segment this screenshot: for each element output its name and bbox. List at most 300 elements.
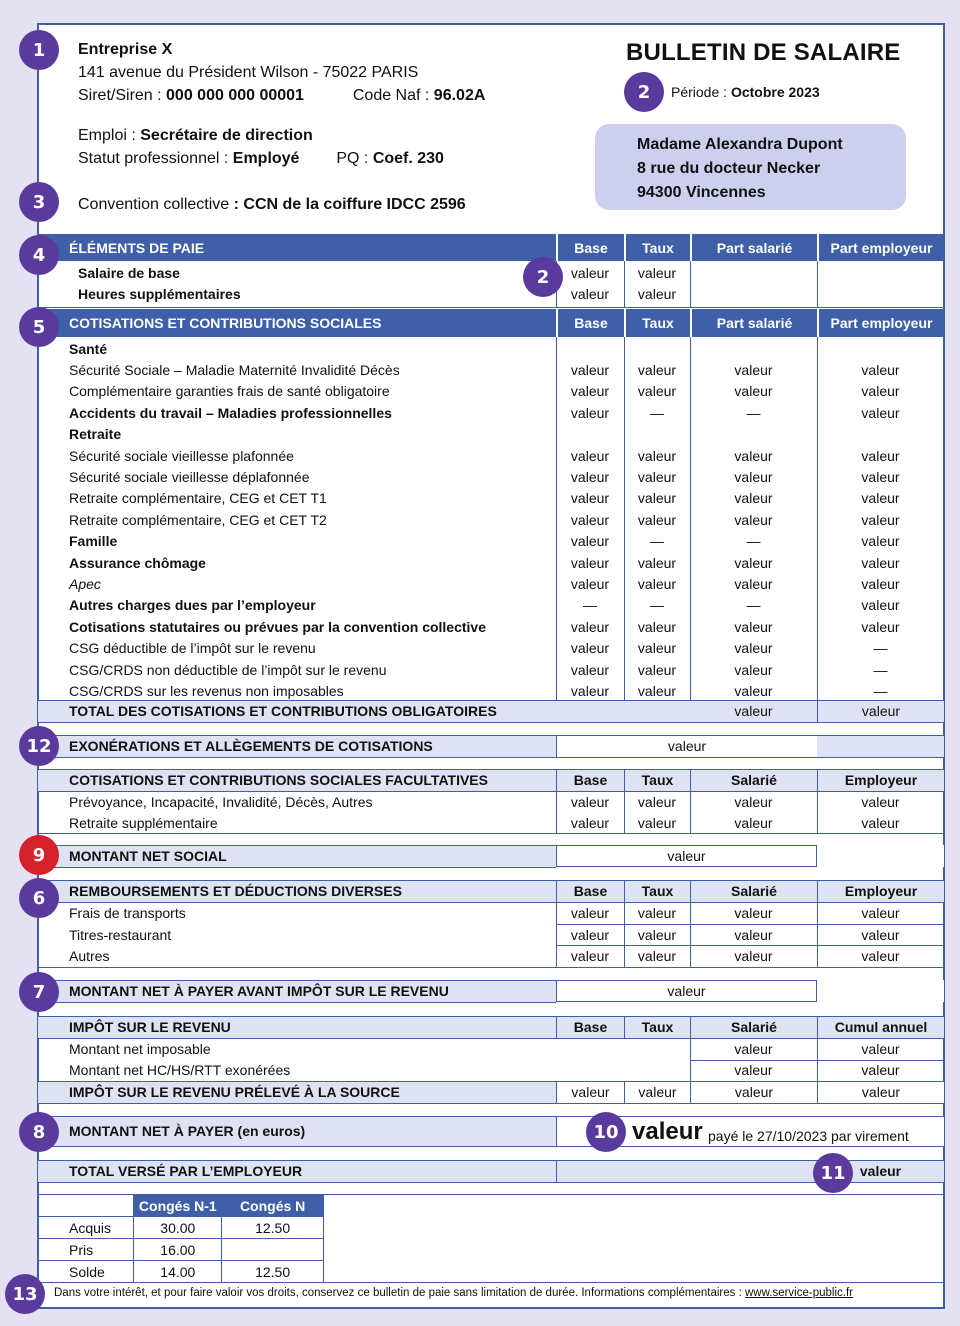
statut-label: Statut professionnel :: [78, 150, 233, 167]
cotisation-label: Retraite complémentaire, CEG et CET T2: [69, 511, 327, 528]
taux-value: [624, 338, 690, 359]
column-header: Employeur: [817, 880, 944, 902]
column-header: Employeur: [817, 769, 944, 791]
conges-header-n: Congés N: [222, 1195, 324, 1217]
divider: [38, 1160, 944, 1161]
pq-value: Coef. 230: [372, 150, 444, 167]
taux-value: valeur: [637, 661, 677, 678]
column-divider: [624, 261, 625, 308]
employeur-value: [817, 424, 944, 445]
remboursement-row: [38, 945, 944, 967]
taux-value: —: [650, 404, 664, 421]
taux-value: valeur: [637, 814, 677, 831]
company-name: Entreprise X: [78, 41, 173, 58]
cumul-value: valeur: [861, 1040, 900, 1057]
salarie-value: valeur: [734, 948, 773, 965]
column-divider: [817, 902, 818, 967]
cotisation-label: Sécurité sociale vieillesse plafonnée: [69, 447, 294, 464]
convention-label: Convention collective: [78, 196, 234, 213]
base-value: [556, 424, 624, 445]
employeur-value: valeur: [861, 618, 900, 635]
employee-name: Madame Alexandra Dupont: [637, 136, 843, 153]
exonerations-row: [38, 735, 944, 757]
elements-row-label: Salaire de base: [78, 264, 180, 281]
divider: [38, 1016, 944, 1017]
convention-line: [78, 193, 466, 216]
base-value: valeur: [556, 1081, 624, 1103]
step-marker-4: 4: [19, 235, 59, 275]
step-marker-12: 12: [19, 726, 59, 766]
taux-value: valeur: [637, 362, 677, 379]
base-value: valeur: [570, 683, 610, 700]
salarie-value: valeur: [734, 362, 773, 379]
cotisation-row: [38, 531, 944, 552]
cumul-value: valeur: [817, 1081, 944, 1103]
column-header: Base: [556, 234, 624, 261]
taux-value: —: [650, 597, 664, 614]
divider: [38, 1182, 944, 1183]
divider: [38, 1103, 944, 1104]
salarie-value: valeur: [734, 814, 773, 831]
cotisation-label: Sécurité Sociale – Maladie Maternité Invalidité Décès: [69, 362, 400, 379]
cotisation-label: Famille: [69, 533, 118, 550]
elements-row: [38, 283, 944, 304]
divider: [38, 833, 944, 834]
net-social-label: MONTANT NET SOCIAL: [69, 848, 227, 864]
elements-header-title: ÉLÉMENTS DE PAIE: [69, 239, 205, 256]
taux-value: [624, 424, 690, 445]
cotisation-row: [38, 509, 944, 530]
blank-cell: [817, 845, 944, 867]
total-salarie-value: valeur: [734, 703, 773, 719]
period-label: Période :: [671, 84, 731, 100]
step-marker-13: 13: [5, 1274, 45, 1314]
employee-address-box: [595, 124, 906, 210]
taux-value: —: [650, 533, 664, 550]
column-header: Base: [556, 880, 624, 902]
taux-value: valeur: [637, 576, 677, 593]
cotisation-row: [38, 616, 944, 637]
employeur-value: —: [873, 640, 888, 657]
service-public-link[interactable]: www.service-public.fr: [744, 1287, 853, 1299]
column-header: Base: [556, 1016, 624, 1038]
net-a-payer-value: valeur: [632, 1118, 703, 1145]
taux-value: valeur: [624, 1081, 690, 1103]
employeur-value: [817, 338, 944, 359]
cotisation-label: CSG/CRDS non déductible de l’impôt sur le revenu: [69, 661, 387, 678]
cotisation-label: Complémentaire garanties frais de santé obligatoire: [69, 383, 390, 400]
cotisation-row: [38, 359, 944, 380]
column-header: Part salarié: [690, 234, 817, 261]
base-value: valeur: [570, 447, 610, 464]
net-a-payer-label: MONTANT NET À PAYER (en euros): [69, 1123, 306, 1139]
cotisation-label: Apec: [69, 576, 101, 593]
base-value: valeur: [570, 661, 610, 678]
payment-note: payé le 27/10/2023 par virement: [708, 1128, 909, 1144]
cotisation-label: CSG déductible de l’impôt sur le revenu: [69, 640, 316, 657]
salarie-value: [690, 338, 817, 359]
base-value: valeur: [570, 926, 610, 943]
conges-row: [38, 1261, 324, 1283]
siret-label: Siret/Siren :: [78, 87, 167, 104]
column-header: Base: [556, 309, 624, 337]
cotisation-row: [38, 466, 944, 487]
step-marker-11: 11: [813, 1153, 853, 1193]
cotisations-header-title: COTISATIONS ET CONTRIBUTIONS SOCIALES: [69, 315, 382, 331]
impot-preleve-row: [38, 1081, 944, 1103]
salarie-value: valeur: [734, 793, 773, 810]
base-value: valeur: [570, 362, 610, 379]
footer-notice: [54, 1287, 939, 1299]
column-divider: [690, 337, 691, 700]
cumul-value: valeur: [861, 1062, 900, 1079]
impot-row: [38, 1038, 944, 1060]
employeur-value: valeur: [861, 383, 900, 400]
taux-value: valeur: [637, 640, 677, 657]
salarie-value: [690, 424, 817, 445]
exonerations-value: valeur: [556, 735, 817, 757]
column-header: Base: [556, 769, 624, 791]
impot-row: [38, 1060, 944, 1082]
cotisations-total-label: TOTAL DES COTISATIONS ET CONTRIBUTIONS OBLIGATOIRES: [69, 703, 497, 719]
salarie-value: valeur: [734, 576, 773, 593]
divider: [38, 980, 556, 981]
net-avant-impot-label: MONTANT NET À PAYER AVANT IMPÔT SUR LE REVENU: [69, 983, 449, 999]
column-header: Taux: [624, 309, 690, 337]
conges-n-value: 12.50: [222, 1261, 324, 1283]
facultative-label: Retraite supplémentaire: [69, 814, 218, 831]
taux-value: valeur: [637, 926, 677, 943]
total-verse-label: TOTAL VERSÉ PAR L’EMPLOYEUR: [69, 1163, 303, 1179]
column-header: Salarié: [690, 880, 817, 902]
salarie-value: valeur: [734, 661, 773, 678]
pq-label: PQ :: [336, 150, 373, 167]
net-social-value: valeur: [556, 845, 817, 867]
column-divider: [690, 1038, 691, 1081]
total-employeur-value: valeur: [817, 700, 944, 722]
remboursements-header-title: REMBOURSEMENTS ET DÉDUCTIONS DIVERSES: [69, 883, 402, 899]
taux-value: valeur: [637, 383, 677, 400]
total-verse-value: valeur: [859, 1163, 902, 1179]
divider: [38, 1116, 944, 1117]
salarie-value: valeur: [734, 1040, 773, 1057]
column-divider: [817, 261, 818, 308]
salarie-value: valeur: [734, 683, 773, 700]
step-marker-3: 3: [19, 182, 59, 222]
employeur-value: valeur: [861, 490, 900, 507]
employeur-value: valeur: [861, 904, 900, 921]
divider: [38, 967, 944, 968]
divider: [38, 867, 556, 868]
column-divider: [817, 1038, 818, 1081]
step-marker-2: 2: [523, 257, 563, 297]
conges-n1-value: 16.00: [134, 1239, 222, 1261]
cotisation-label: Santé: [69, 340, 108, 357]
column-header: Salarié: [690, 769, 817, 791]
taux-value: valeur: [637, 490, 677, 507]
employeur-value: valeur: [861, 926, 900, 943]
cotisation-label: Accidents du travail – Maladies professionnelles: [69, 404, 392, 421]
cotisation-row: [38, 402, 944, 423]
column-header: Part salarié: [690, 309, 817, 337]
naf-label: Code Naf :: [352, 87, 434, 104]
divider: [38, 757, 944, 758]
period-value: Octobre 2023: [730, 84, 820, 100]
salarie-value: valeur: [734, 383, 773, 400]
base-value: valeur: [570, 383, 610, 400]
remboursements-header: [38, 880, 944, 902]
net-avant-impot-value: valeur: [556, 980, 817, 1002]
conges-corner: [38, 1195, 134, 1217]
taux-value: valeur: [637, 683, 677, 700]
facultative-label: Prévoyance, Incapacité, Invalidité, Décès, Autres: [69, 793, 373, 810]
base-value: valeur: [570, 533, 610, 550]
cotisation-label: Retraite complémentaire, CEG et CET T1: [69, 490, 327, 507]
elements-header: [38, 234, 944, 261]
cotisation-label: Cotisations statutaires ou prévues par la convention collective: [69, 618, 487, 635]
employeur-value: valeur: [861, 814, 900, 831]
employeur-value: —: [873, 683, 888, 700]
employment-block: [78, 124, 444, 170]
cotisation-row: [38, 638, 944, 659]
impot-row-label: Montant net HC/HS/RTT exonérées: [69, 1062, 291, 1079]
impot-header: [38, 1016, 944, 1038]
cotisation-label: Autres charges dues par l’employeur: [69, 597, 316, 614]
cotisation-label: CSG/CRDS sur les revenus non imposables: [69, 683, 344, 700]
salarie-value: valeur: [734, 1062, 773, 1079]
net-social-row: [38, 845, 944, 867]
column-header: Part employeur: [817, 234, 944, 261]
elements-row: [38, 262, 944, 283]
base-value: valeur: [570, 404, 610, 421]
base-value: —: [583, 597, 597, 614]
remboursement-row: [38, 924, 944, 946]
column-header: Cumul annuel: [817, 1016, 944, 1038]
employeur-value: valeur: [861, 948, 900, 965]
siret-line: [78, 84, 485, 107]
employeur-value: valeur: [861, 597, 900, 614]
employeur-value: valeur: [861, 469, 900, 486]
cotisation-row: [38, 424, 944, 445]
divider: [38, 1002, 556, 1003]
salarie-value: valeur: [734, 554, 773, 571]
salarie-value: valeur: [734, 618, 773, 635]
net-a-payer-row: [38, 1116, 944, 1146]
period-line: [671, 84, 820, 100]
salarie-value: valeur: [734, 469, 773, 486]
column-divider: [690, 791, 691, 833]
footer-text: Dans votre intérêt, et pour faire valoir vos droits, conservez ce bulletin de paie sans limitation de durée. Informations complémentaires :: [54, 1287, 745, 1299]
base-value: valeur: [570, 511, 610, 528]
remboursement-label: Autres: [69, 948, 110, 965]
cotisation-row: [38, 445, 944, 466]
employeur-value: valeur: [861, 362, 900, 379]
salarie-value: valeur: [734, 447, 773, 464]
salarie-value: —: [746, 597, 761, 614]
base-value: [556, 338, 624, 359]
conges-n-value: [222, 1239, 324, 1261]
remboursement-label: Titres-restaurant: [69, 926, 172, 943]
step-marker-7: 7: [19, 972, 59, 1012]
step-marker-6: 6: [19, 878, 59, 918]
impot-header-title: IMPÔT SUR LE REVENU: [69, 1019, 231, 1035]
conges-row-label: Pris: [38, 1239, 134, 1261]
cotisation-row: [38, 381, 944, 402]
emploi-label: Emploi :: [78, 127, 141, 144]
siret-value: 000 000 000 00001: [166, 87, 304, 104]
cotisations-header: [38, 309, 944, 337]
cotisation-row: [38, 595, 944, 616]
employee-city: 94300 Vincennes: [637, 184, 766, 201]
remboursement-label: Frais de transports: [69, 904, 186, 921]
column-header: Taux: [624, 234, 690, 261]
employeur-value: valeur: [861, 533, 900, 550]
cotisation-row: [38, 573, 944, 594]
divider: [38, 769, 944, 770]
company-block: [78, 38, 485, 107]
divider: [38, 880, 944, 881]
column-header: Taux: [624, 880, 690, 902]
step-marker-10: 10: [586, 1112, 626, 1152]
salarie-value: valeur: [734, 640, 773, 657]
payslip-title: BULLETIN DE SALAIRE: [626, 39, 901, 66]
taux-value: valeur: [637, 447, 677, 464]
column-header: Part employeur: [817, 309, 944, 337]
column-divider: [624, 337, 625, 700]
naf-value: 96.02A: [433, 87, 486, 104]
divider: [38, 1146, 944, 1147]
blank-cell: [817, 980, 944, 1002]
salarie-value: —: [746, 533, 761, 550]
base-value: valeur: [570, 618, 610, 635]
taux-value: valeur: [637, 793, 677, 810]
cotisation-label: Retraite: [69, 426, 122, 443]
employeur-value: valeur: [861, 447, 900, 464]
base-value: valeur: [570, 264, 610, 281]
cotisation-label: Sécurité sociale vieillesse déplafonnée: [69, 469, 310, 486]
cotisation-row: [38, 680, 944, 701]
net-avant-impot-row: [38, 980, 944, 1002]
base-value: valeur: [570, 904, 610, 921]
base-value: valeur: [570, 469, 610, 486]
conges-table: [38, 1194, 324, 1283]
cotisations-total-row: [38, 700, 944, 722]
step-marker-8: 8: [19, 1112, 59, 1152]
column-divider: [624, 902, 625, 967]
impot-row-label: Montant net imposable: [69, 1040, 211, 1057]
employeur-value: valeur: [861, 404, 900, 421]
statut-value: Employé: [232, 150, 300, 167]
column-divider: [690, 261, 691, 308]
base-value: valeur: [570, 576, 610, 593]
taux-value: valeur: [637, 511, 677, 528]
salarie-value: —: [746, 404, 761, 421]
column-header: Salarié: [690, 1016, 817, 1038]
taux-value: valeur: [637, 285, 677, 302]
base-value: valeur: [570, 285, 610, 302]
facultative-row: [38, 812, 944, 833]
total-verse-row: [38, 1160, 944, 1182]
column-divider: [624, 791, 625, 833]
convention-value: : CCN de la coiffure IDCC 2596: [233, 196, 466, 213]
taux-value: valeur: [637, 948, 677, 965]
cotisation-row: [38, 488, 944, 509]
divider: [38, 700, 944, 701]
conges-n-value: 12.50: [222, 1217, 324, 1239]
step-marker-2: 2: [624, 72, 664, 112]
taux-value: valeur: [637, 554, 677, 571]
divider: [38, 1081, 944, 1082]
base-value: valeur: [570, 490, 610, 507]
column-header: Taux: [624, 769, 690, 791]
cotisation-row: [38, 659, 944, 680]
employee-street: 8 rue du docteur Necker: [637, 160, 821, 177]
cotisation-label: Assurance chômage: [69, 554, 206, 571]
conges-row: [38, 1217, 324, 1239]
conges-row-label: Solde: [38, 1261, 134, 1283]
column-divider: [556, 791, 557, 833]
conges-n1-value: 14.00: [134, 1261, 222, 1283]
emploi-line: [78, 124, 444, 147]
salarie-value: valeur: [690, 1081, 817, 1103]
taux-value: valeur: [637, 264, 677, 281]
employeur-value: valeur: [861, 793, 900, 810]
salarie-value: valeur: [734, 511, 773, 528]
column-divider: [690, 902, 691, 967]
base-value: valeur: [570, 814, 610, 831]
emploi-value: Secrétaire de direction: [140, 127, 313, 144]
divider: [38, 307, 944, 308]
salarie-value: valeur: [734, 904, 773, 921]
step-marker-9: 9: [19, 835, 59, 875]
base-value: valeur: [570, 554, 610, 571]
conges-n1-value: 30.00: [134, 1217, 222, 1239]
employeur-value: valeur: [861, 576, 900, 593]
taux-value: valeur: [637, 469, 677, 486]
employeur-value: valeur: [861, 511, 900, 528]
company-address: 141 avenue du Président Wilson - 75022 PARIS: [78, 64, 419, 81]
employeur-value: —: [873, 661, 888, 678]
statut-line: [78, 147, 444, 170]
employeur-value: valeur: [861, 554, 900, 571]
conges-row: [38, 1239, 324, 1261]
remboursement-row: [38, 902, 944, 924]
base-value: valeur: [570, 640, 610, 657]
taux-value: valeur: [637, 618, 677, 635]
salarie-value: valeur: [734, 490, 773, 507]
divider: [38, 845, 556, 846]
cotisation-row: [38, 338, 944, 359]
cotisation-row: [38, 552, 944, 573]
facultatives-header-title: COTISATIONS ET CONTRIBUTIONS SOCIALES FACULTATIVES: [69, 772, 488, 788]
step-marker-1: 1: [19, 30, 59, 70]
column-header: Taux: [624, 1016, 690, 1038]
column-divider: [556, 337, 557, 700]
taux-value: valeur: [637, 904, 677, 921]
conges-header-n1: Congés N-1: [134, 1195, 222, 1217]
column-divider: [817, 791, 818, 833]
conges-row-label: Acquis: [38, 1217, 134, 1239]
impot-preleve-label: IMPÔT SUR LE REVENU PRÉLEVÉ À LA SOURCE: [69, 1084, 400, 1100]
column-divider: [817, 337, 818, 700]
divider: [38, 735, 944, 736]
column-divider: [556, 902, 557, 967]
base-value: valeur: [570, 948, 610, 965]
salarie-value: valeur: [734, 926, 773, 943]
step-marker-5: 5: [19, 307, 59, 347]
elements-row-label: Heures supplémentaires: [78, 285, 241, 302]
facultatives-header: [38, 769, 944, 791]
